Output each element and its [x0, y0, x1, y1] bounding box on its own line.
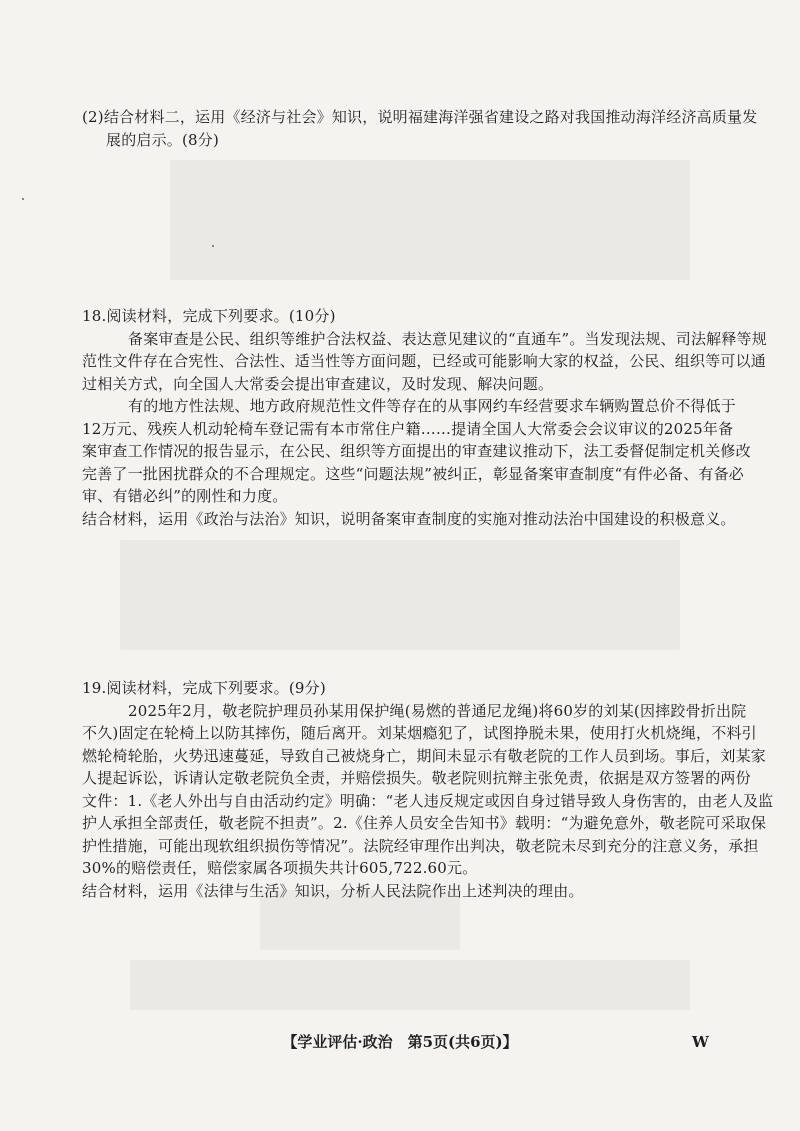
material-line: 范性文件存在合宪性、合法性、适当性等方面问题，已经或可能影响大家的权益，公民、组织等可以通	[82, 352, 767, 370]
question-17-part-2	[82, 106, 758, 151]
question-prompt: 结合材料，运用《政治与法治》知识，说明备案审查制度的实施对推动法治中国建设的积极意义。	[82, 509, 736, 528]
material-line: 护性措施，可能出现软组织损伤等情况”。法院经审理作出判决，敬老院未尽到充分的注意义务，承担	[82, 836, 759, 855]
material-line: 30%的赔偿责任，赔偿家属各项损失共计605,722.60元。	[82, 859, 478, 877]
material-line: 案审查工作情况的报告显示，在公民、组织等方面提出的审查建议推动下，法工委督促制定机关修改	[82, 442, 751, 460]
bleed-through-shadow	[170, 160, 690, 280]
material-line: 护人承担全部责任，敬老院不担责”。2.《住养人员安全告知书》载明：“为避免意外，敬老院可采取保	[82, 814, 767, 832]
page-footer	[0, 1030, 800, 1054]
scan-speck	[212, 245, 214, 247]
material-line: 人提起诉讼，诉请认定敬老院负全责，并赔偿损失。敬老院则抗辩主张免责，依据是双方签署的两份	[82, 769, 751, 787]
question-18	[82, 305, 767, 530]
question-header: 19.阅读材料，完成下列要求。(9分)	[82, 679, 326, 697]
question-prompt: 结合材料，运用《法律与生活》知识，分析人民法院作出上述判决的理由。	[82, 881, 584, 900]
question-header: 18.阅读材料，完成下列要求。(10分)	[82, 307, 336, 325]
question-19	[82, 677, 774, 902]
material-line: 2025年2月，敬老院护理员孙某用保护绳(易燃的普通尼龙绳)将60岁的刘某(因摔跤骨折出院	[128, 701, 747, 720]
version-code: W	[692, 1033, 709, 1051]
material-line: 审、有错必纠”的刚性和力度。	[82, 487, 288, 505]
bleed-through-shadow	[120, 540, 680, 650]
material-line: 燃轮椅轮胎，火势迅速蔓延，导致自己被烧身亡，期间未显示有敬老院的工作人员到场。事后，刘某家	[82, 746, 767, 765]
bleed-through-shadow	[130, 960, 690, 1010]
question-text-line: (2)结合材料二，运用《经济与社会》知识，说明福建海洋强省建设之路对我国推动海洋经济高质量发	[82, 108, 758, 126]
material-line: 文件：1.《老人外出与自由活动约定》明确：“老人违反规定或因自身过错导致人身伤害的，由老人及监	[82, 791, 774, 810]
material-line: 有的地方性法规、地方政府规范性文件等存在的从事网约车经营要求车辆购置总价不得低于	[128, 397, 737, 415]
page-number-label: 【学业评估·政治 第5页(共6页)】	[282, 1033, 518, 1051]
material-line: 备案审查是公民、组织等维护合法权益、表达意见建议的“直通车”。当发现法规、司法解释等规	[128, 329, 767, 348]
material-line: 不久)固定在轮椅上以防其摔伤，随后离开。刘某烟瘾犯了，试图挣脱未果，使用打火机烧绳，不料引	[82, 724, 757, 742]
material-line: 12万元、残疾人机动轮椅车登记需有本市常住户籍……提请全国人大常委会会议审议的2025年备	[82, 419, 734, 438]
scan-speck	[22, 198, 24, 200]
material-line: 过相关方式，向全国人大常委会提出审查建议，及时发现、解决问题。	[82, 374, 554, 393]
material-line: 完善了一批困扰群众的不合理规定。这些“问题法规”被纠正，彰显备案审查制度“有件必备、有备必	[82, 464, 745, 483]
question-text-line: 展的启示。(8分)	[106, 130, 220, 149]
